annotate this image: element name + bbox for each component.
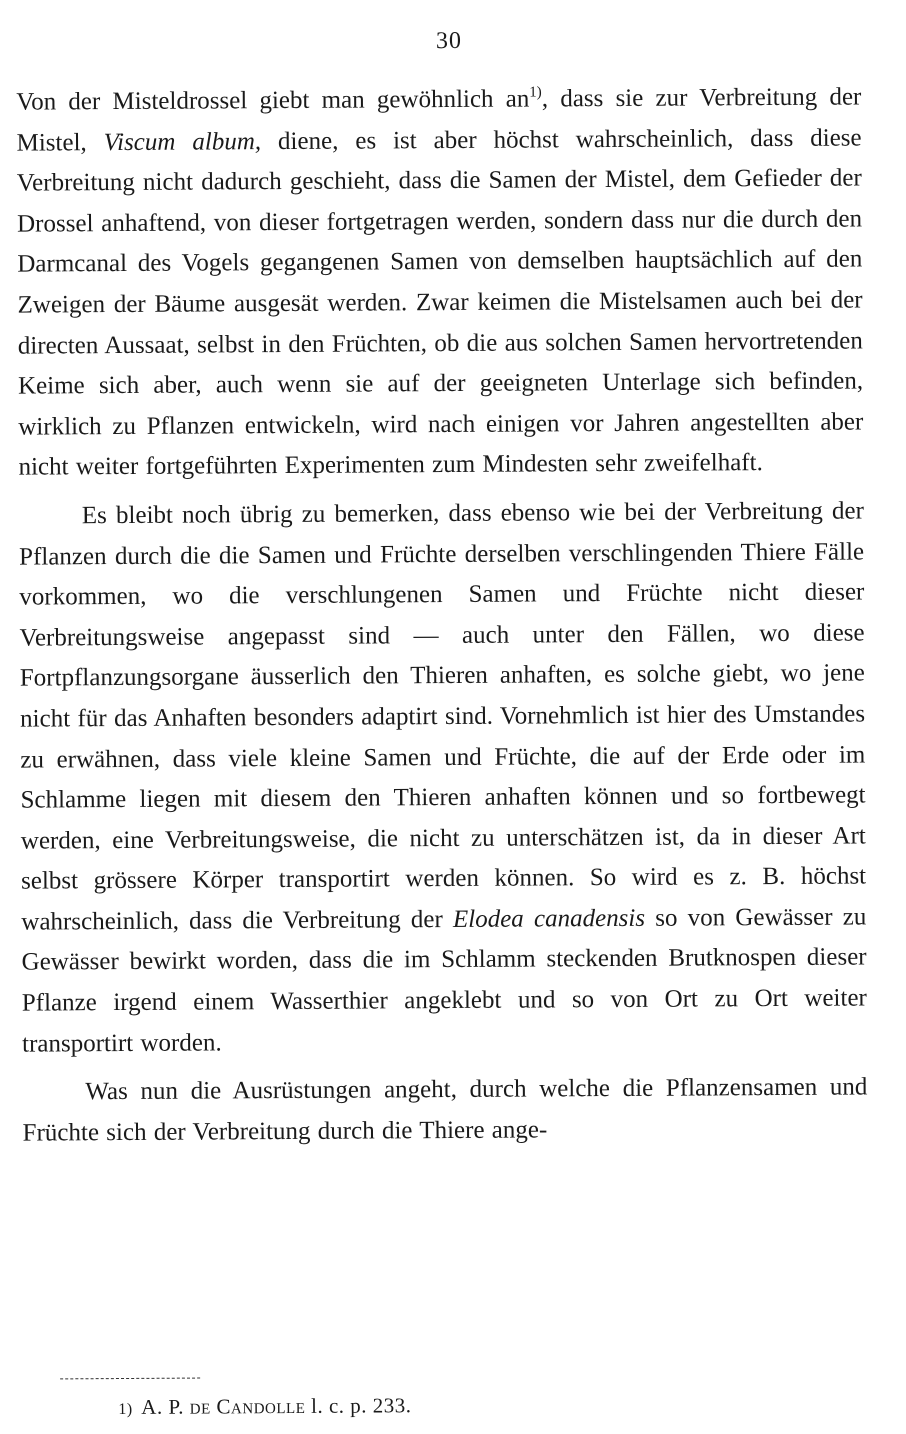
footnote-author-initials: A. P. (141, 1394, 185, 1419)
footnote-divider (60, 1378, 200, 1380)
paragraph-1-text-b: , dass sie zur Verbreitung der Mistel, (16, 83, 862, 157)
paragraph-2 (19, 491, 867, 1064)
footnote (118, 1393, 411, 1420)
species-name-elodea-canadensis: Elodea canadensis (452, 904, 646, 933)
footnote-citation: l. c. p. 233. (311, 1393, 412, 1418)
footnote-reference[interactable]: 1) (529, 84, 542, 101)
body-text (16, 77, 868, 1154)
species-name-viscum-album: Viscum album, (103, 127, 262, 156)
page-number: 30 (435, 27, 463, 55)
footnote-author-name: de Candolle (189, 1393, 306, 1419)
paragraph-3-text: Was nun die Ausrüstungen angeht, durch welche die Pflanzensamen und Früchte sich der Verbreitung durch die Thiere ange- (22, 1073, 868, 1147)
paragraph-1-text-a: Von der Misteldrossel giebt man gewöhnlich an (16, 85, 530, 116)
footnote-number: 1) (118, 1400, 133, 1419)
paragraph-3 (22, 1068, 867, 1154)
paragraph-2-text-b: so von Gewässer zu Gewässer bewirkt worden, dass die im Schlamm steckenden Brutknospen dieser Pflanze irgend einem Wasserthier angeklebt und so von Ort zu Ort weiter transportirt worden. (21, 903, 867, 1058)
paragraph-2-text-a: Es bleibt noch übrig zu bemerken, dass ebenso wie bei der Verbreitung der Pflanzen durch die die Samen und Früchte derselben verschlingenden Thiere Fälle vorkommen, wo die verschlungenen Samen und Früchte nicht dieser Verbreitungsweise angepasst sind — auch unter den Fällen, wo diese Fortpflanzungsorgane äusserlich den Thieren anhaften, es solche giebt, wo jene nicht für das Anhaften besonders adaptirt sind. Vornehmlich ist hier des Umstandes zu erwähnen, dass viele kleine Samen und Früchte, die auf der Erde oder im Schlamme liegen mit diesem den Thieren anhaften können und so fortbewegt werden, eine Verbreitungsweise, die nicht zu unterschätzen ist, da in dieser Art selbst grössere Körper transportirt werden können. So wird es z. B. höchst wahrscheinlich, dass die Verbreitung der (19, 497, 867, 936)
paragraph-1-text-c: diene, es ist aber höchst wahrscheinlich, dass diese Verbreitung nicht dadurch geschieht, dass die Samen der Mistel, dem Gefieder der Drossel anhaftend, von dieser fortgetragen werden, sondern dass nur die durch den Darmcanal des Vogels gegangenen Samen von demselben hauptsächlich auf den Zweigen der Bäume ausgesät werden. Zwar keimen die Mistelsamen auch bei der directen Aussaat, selbst in den Früchten, ob die aus solchen Samen hervortretenden Keime sich aber, auch wenn sie auf der geeigneten Unterlage sich befinden, wirklich zu Pflanzen entwickeln, wird nach einigen vor Jahren angestellten aber nicht weiter fortgeführten Experimenten zum Mindesten sehr zweifelhaft. (16, 124, 864, 481)
paragraph-1 (16, 77, 863, 488)
